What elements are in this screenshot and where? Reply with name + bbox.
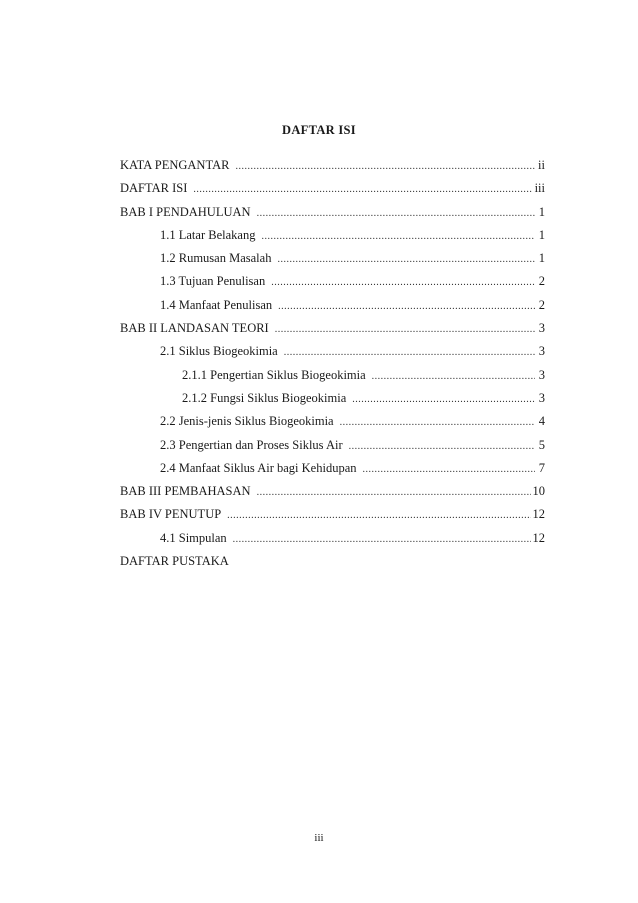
toc-leader-dots — [278, 301, 535, 312]
toc-entry-page: 1 — [538, 251, 545, 266]
toc-entry-page: 4 — [538, 414, 545, 429]
toc-entry-label: KATA PENGANTAR — [120, 158, 230, 172]
toc-entry-label: 1.2 Rumusan Masalah — [160, 251, 272, 266]
table-of-contents — [120, 158, 545, 577]
toc-entry — [120, 438, 545, 461]
toc-entry — [120, 461, 545, 484]
toc-entry-label: 2.3 Pengertian dan Proses Siklus Air — [160, 437, 343, 452]
toc-entry-page: 3 — [538, 390, 545, 405]
toc-entry — [120, 251, 545, 274]
toc-entry-label: BAB II LANDASAN TEORI — [120, 321, 269, 336]
toc-entry-label: 2.4 Manfaat Siklus Air bagi Kehidupan — [160, 460, 357, 475]
toc-entry-page: 12 — [532, 507, 545, 522]
toc-entry-page: 2 — [538, 297, 545, 312]
toc-entry-label: 4.1 Simpulan — [160, 530, 227, 545]
toc-entry-page: 1 — [538, 204, 545, 219]
toc-entry-page: 12 — [532, 530, 545, 545]
toc-leader-dots — [363, 464, 536, 475]
toc-entry — [120, 368, 545, 391]
toc-entry-page: iii — [534, 181, 545, 196]
toc-leader-dots — [233, 534, 531, 545]
toc-leader-dots — [349, 441, 535, 452]
toc-entry — [120, 298, 545, 321]
toc-entry-page: 3 — [538, 344, 545, 359]
toc-leader-dots — [257, 208, 535, 219]
page-number: iii — [314, 832, 324, 844]
toc-entry-page: ii — [538, 158, 545, 172]
toc-entry — [120, 274, 545, 297]
toc-leader-dots — [235, 161, 535, 172]
toc-entry — [120, 321, 545, 344]
toc-entry — [120, 507, 545, 530]
toc-leader-dots — [227, 510, 530, 521]
toc-entry-label: BAB III PEMBAHASAN — [120, 484, 251, 499]
toc-entry-page: 10 — [532, 484, 545, 499]
toc-entry — [120, 531, 545, 554]
toc-leader-dots — [277, 254, 535, 265]
toc-entry-page: 3 — [538, 367, 545, 382]
toc-leader-dots — [372, 371, 535, 382]
toc-leader-dots — [271, 277, 535, 288]
toc-entry — [120, 391, 545, 414]
toc-entry-label: DAFTAR ISI — [120, 181, 188, 196]
toc-entry-label: BAB IV PENUTUP — [120, 507, 222, 522]
toc-leader-dots — [193, 184, 532, 195]
page-title: DAFTAR ISI — [282, 123, 356, 137]
toc-entry-label: BAB I PENDAHULUAN — [120, 204, 251, 219]
toc-leader-dots — [340, 417, 535, 428]
toc-entry-page: 3 — [538, 321, 545, 336]
toc-leader-dots — [261, 231, 535, 242]
toc-entry-page: 7 — [538, 460, 545, 475]
toc-entry-label: 1.1 Latar Belakang — [160, 227, 256, 242]
toc-leader-dots — [284, 347, 535, 358]
toc-entry-page: 5 — [538, 437, 545, 452]
toc-leader-dots — [352, 394, 535, 405]
toc-entry-label: 2.2 Jenis-jenis Siklus Biogeokimia — [160, 414, 334, 429]
toc-entry — [120, 205, 545, 228]
toc-entry-label: 1.3 Tujuan Penulisan — [160, 274, 266, 289]
toc-entry — [120, 414, 545, 437]
toc-entry-label: 1.4 Manfaat Penulisan — [160, 297, 273, 312]
toc-entry — [120, 181, 545, 204]
toc-entry-page: 1 — [538, 227, 545, 242]
toc-entry-page: 2 — [538, 274, 545, 289]
toc-leader-dots — [257, 487, 531, 498]
toc-entry — [120, 158, 545, 181]
toc-entry-label: 2.1.2 Fungsi Siklus Biogeokimia — [182, 390, 347, 405]
toc-entry — [120, 554, 545, 577]
toc-entry-label: 2.1.1 Pengertian Siklus Biogeokimia — [182, 367, 366, 382]
toc-entry-label: DAFTAR PUSTAKA — [120, 554, 229, 569]
toc-entry-label: 2.1 Siklus Biogeokimia — [160, 344, 278, 359]
toc-entry — [120, 484, 545, 507]
toc-entry — [120, 344, 545, 367]
toc-leader-dots — [275, 324, 535, 335]
toc-entry — [120, 228, 545, 251]
